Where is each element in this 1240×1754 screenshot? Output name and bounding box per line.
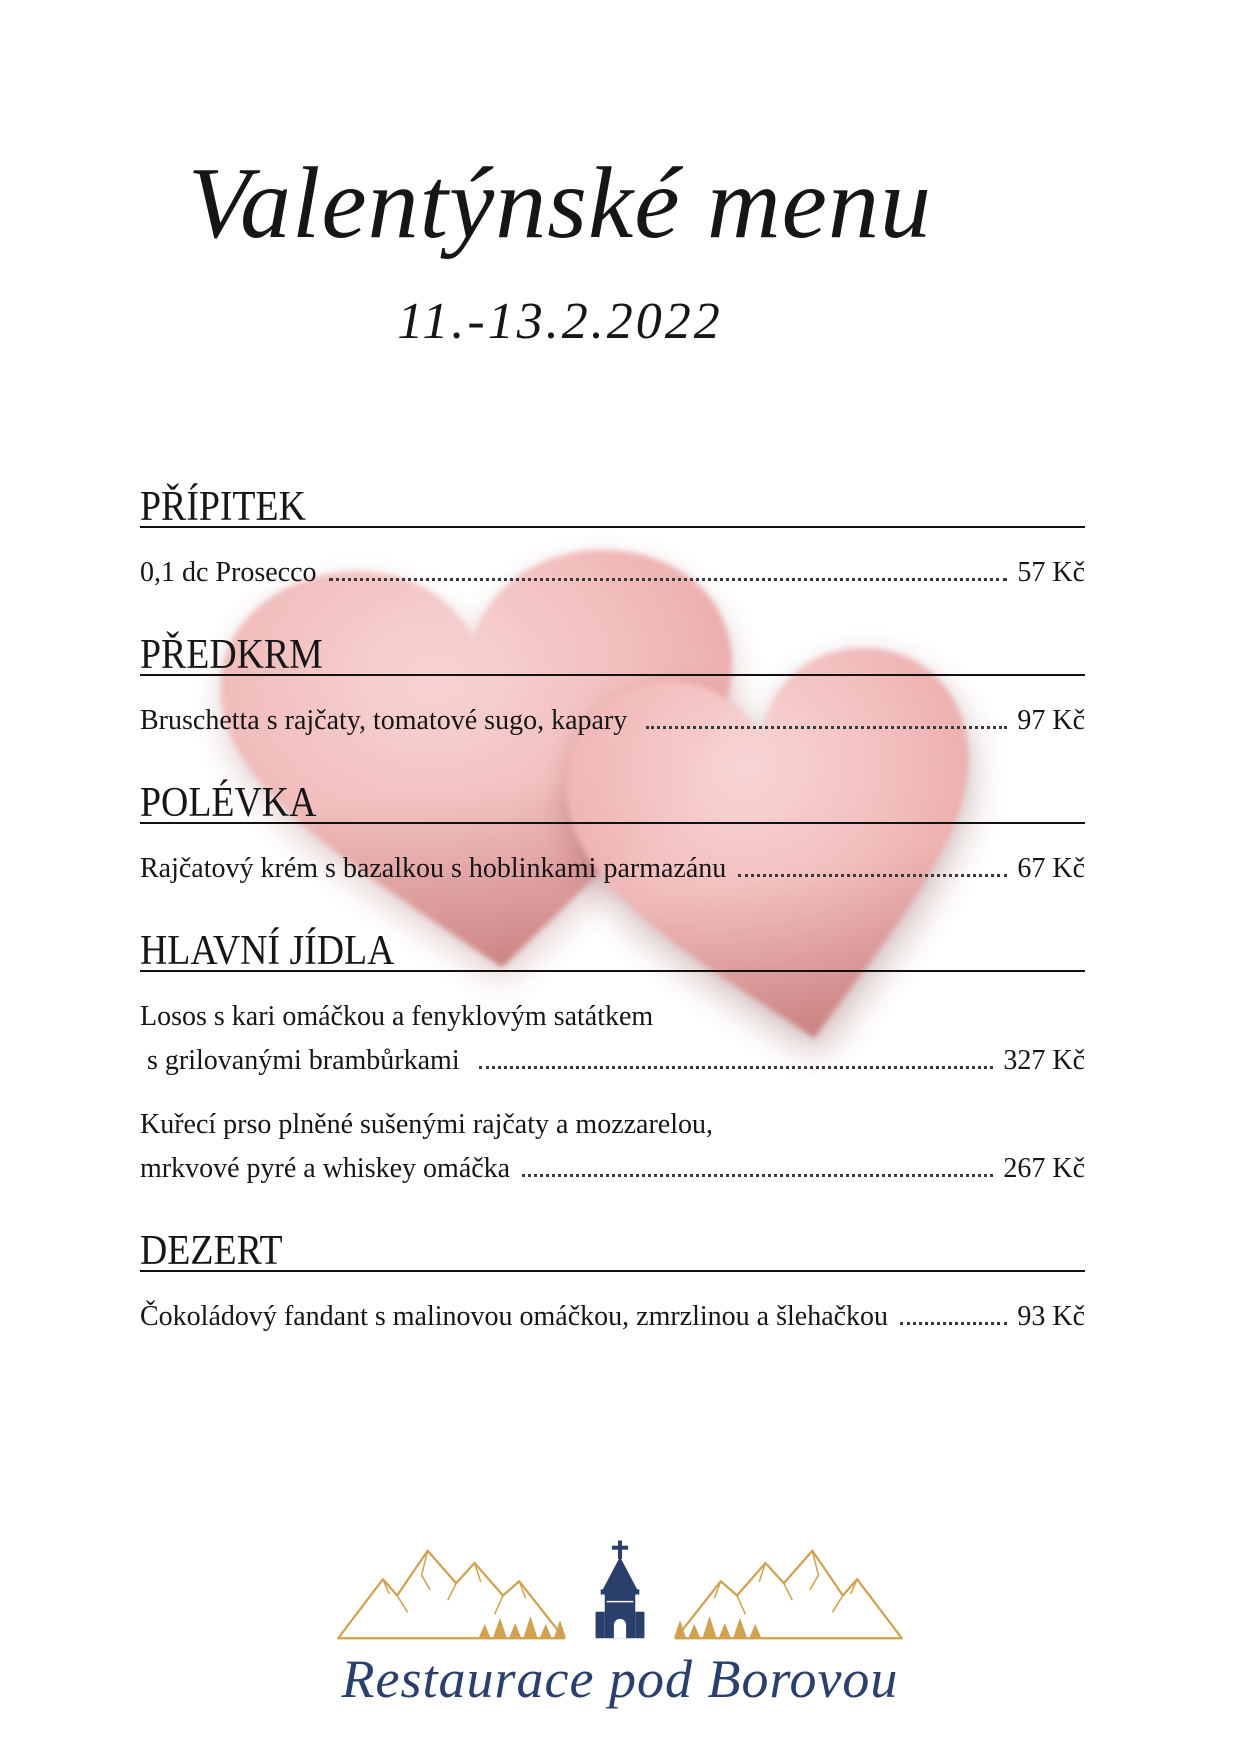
item-name: Rajčatový krém s bazalkou s hoblinkami parmazánu	[140, 853, 727, 884]
section-heading	[140, 780, 1085, 826]
item-price: 93 Kč	[1017, 1301, 1085, 1332]
menu-section-dezert	[140, 1228, 1085, 1332]
section-heading-text: HLAVNÍ JÍDLA	[140, 928, 395, 974]
menu-item	[140, 1002, 1085, 1076]
section-heading	[140, 484, 1085, 530]
item-name: 0,1 dc Prosecco	[140, 557, 317, 588]
menu-item	[140, 854, 1085, 884]
item-name-line1: Kuřecí prso plněné sušenými rajčaty a mozzarelou,	[140, 1109, 714, 1140]
item-row	[140, 1302, 1085, 1332]
section-heading	[140, 632, 1085, 678]
section-heading-text: DEZERT	[140, 1228, 283, 1274]
menu-section-predkrm	[140, 632, 1085, 736]
restaurant-name: Restaurace pod Borovou	[341, 1649, 899, 1709]
dot-leader	[646, 726, 1007, 729]
item-price: 327 Kč	[1003, 1045, 1085, 1076]
menu-section-pripitek	[140, 484, 1085, 588]
menu-section-polevka	[140, 780, 1085, 884]
item-name-line2: s grilovanými brambůrkami	[140, 1045, 467, 1076]
mountains-right-icon	[674, 1551, 902, 1639]
item-row	[140, 1154, 1085, 1184]
restaurant-logo	[0, 1536, 1240, 1709]
item-name: Bruschetta s rajčaty, tomatové sugo, kapary	[140, 705, 635, 736]
menu-item	[140, 1302, 1085, 1332]
menu-item	[140, 1110, 1085, 1184]
item-price: 97 Kč	[1017, 705, 1085, 736]
section-heading	[140, 928, 1085, 974]
menu-body	[140, 484, 1085, 1332]
dot-leader	[738, 874, 1007, 877]
item-name-line2: mrkvové pyré a whiskey omáčka	[140, 1153, 511, 1184]
section-heading-text: POLÉVKA	[140, 780, 317, 826]
section-heading	[140, 1228, 1085, 1274]
dot-leader	[522, 1174, 993, 1177]
item-name: Čokoládový fandant s malinovou omáčkou, zmrzlinou a šlehačkou	[140, 1301, 889, 1332]
dot-leader	[329, 578, 1008, 581]
item-price: 267 Kč	[1003, 1153, 1085, 1184]
menu-section-hlavni-jidla	[140, 928, 1085, 1184]
dot-leader	[900, 1322, 1007, 1325]
item-row	[140, 854, 1085, 884]
item-name-line1: Losos s kari omáčkou a fenyklovým satátkem	[140, 1001, 654, 1032]
item-row	[140, 706, 1085, 736]
church-icon	[596, 1541, 645, 1639]
item-row	[140, 558, 1085, 588]
item-price: 57 Kč	[1017, 557, 1085, 588]
page-title: Valentýnské menu	[188, 147, 932, 260]
mountains-left-icon	[338, 1551, 566, 1639]
menu-item	[140, 706, 1085, 736]
item-price: 67 Kč	[1017, 853, 1085, 884]
item-row	[140, 1046, 1085, 1076]
section-heading-text: PŘEDKRM	[140, 632, 323, 678]
logo-art	[330, 1536, 910, 1654]
dot-leader	[479, 1066, 994, 1069]
section-heading-text: PŘÍPITEK	[140, 484, 306, 530]
menu-item	[140, 558, 1085, 588]
date-range: 11.-13.2.2022	[397, 293, 723, 350]
